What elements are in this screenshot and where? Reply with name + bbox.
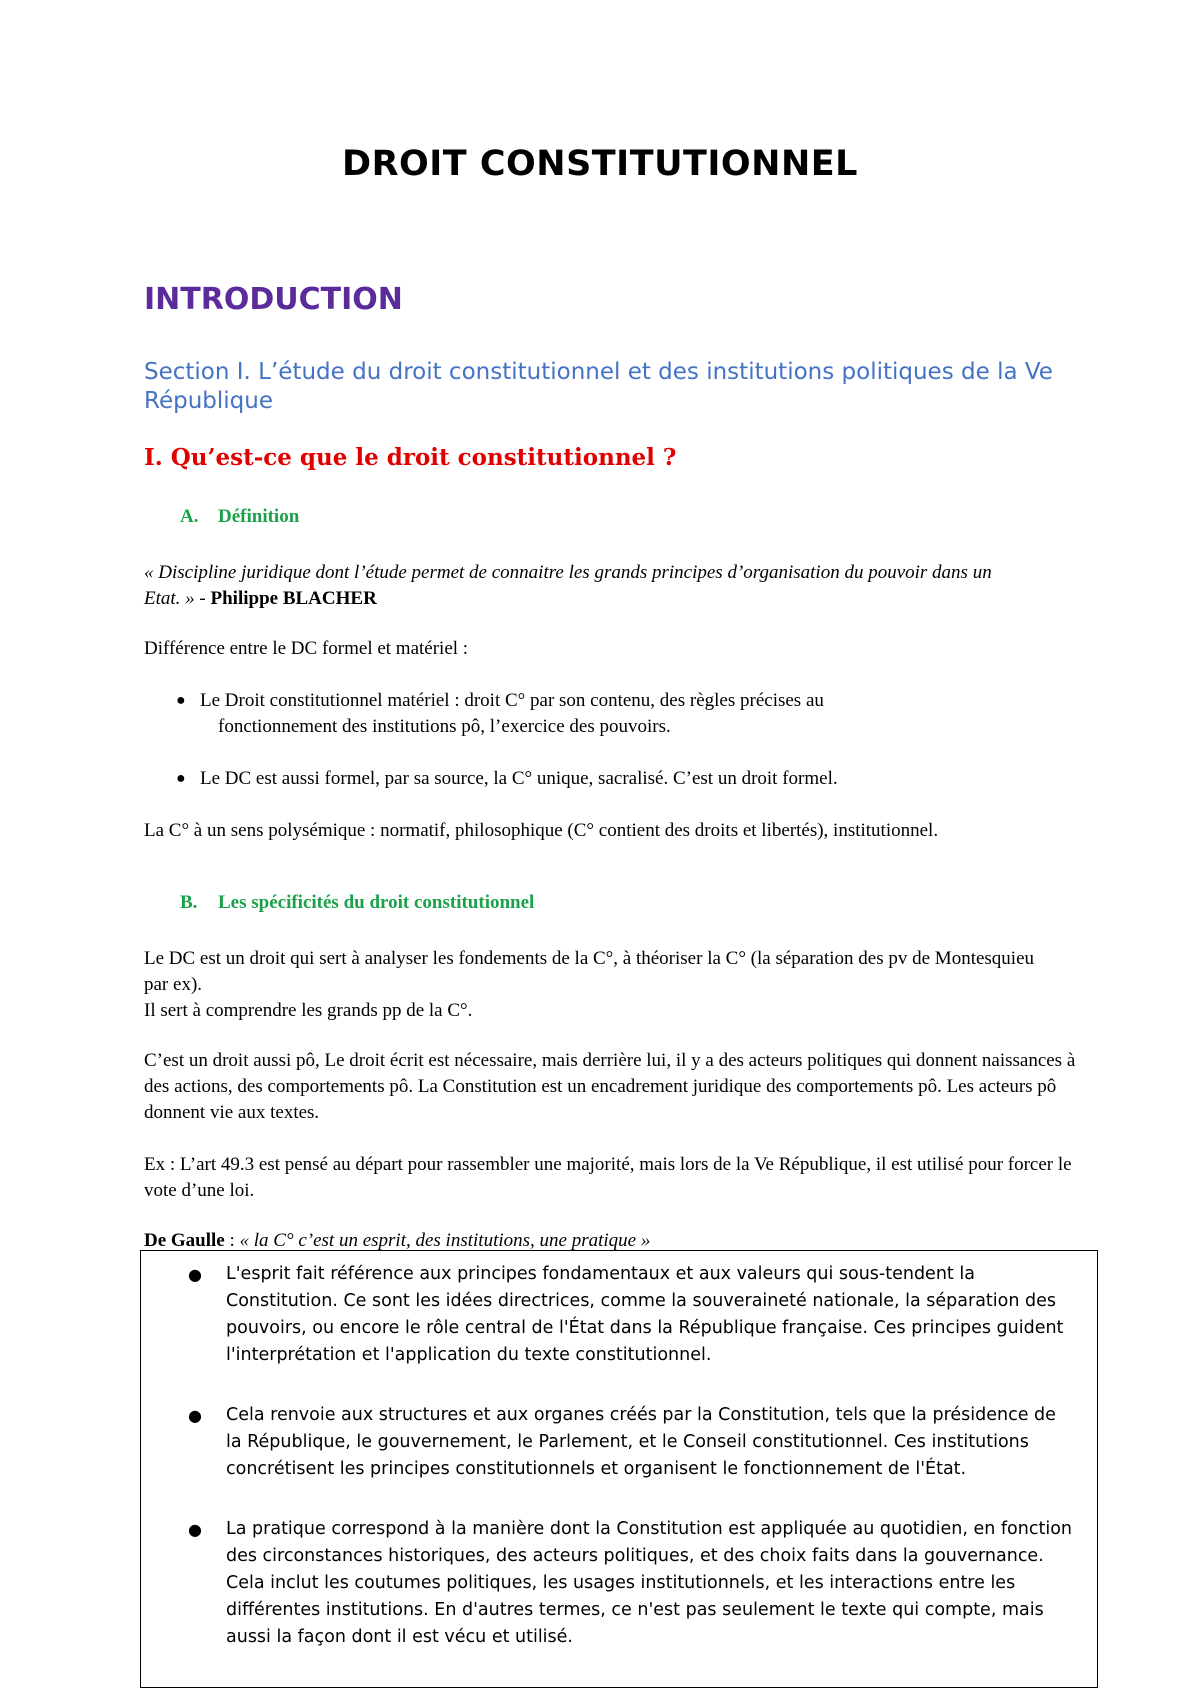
subheading-b-label: Les spécificités du droit constitutionnel [218,892,535,913]
explanation-institutions: Cela renvoie aux structures et aux organes créés par la Constitution, tels que la présidence de la République, le gouvernement, le Parlement, et le Conseil constitutionnel. Ces institutions concrétisent les principes constitutionnels et organisent le fonctionnement de l'État. [226,1405,1056,1479]
example-paragraph: Ex : L’art 49.3 est pensé au départ pour rassembler une majorité, mais lors de la Ve République, il est utilisé pour forcer le vote d’une loi. [144,1154,1072,1201]
specificity-paragraph-1 [144,946,1054,1024]
de-gaulle-name: De Gaulle [144,1230,225,1251]
difference-list-2 [176,766,1036,792]
introduction-heading: INTRODUCTION [144,282,403,317]
bullet-icon: ● [176,770,186,787]
list-item-line1: Le Droit constitutionnel matériel : droit C° par son contenu, des règles précises au [200,690,824,711]
difference-intro: Différence entre le DC formel et matériel : [144,638,469,659]
quote-text: « Discipline juridique dont l’étude permet de connaitre les grands principes d’organisation du pouvoir dans un Etat. » - [144,562,992,609]
bullet-icon: ● [176,692,186,709]
list-item [176,766,1036,792]
part-heading: I. Qu’est-ce que le droit constitutionnel ? [144,444,677,471]
subheading-a-letter: A. [180,506,199,527]
subheading-b [180,892,534,914]
bullet-icon: ● [188,1406,202,1425]
list-item [188,1402,1076,1483]
paragraph-line: Le DC est un droit qui sert à analyser les fondements de la C°, à théoriser la C° (la séparation des pv de Montesquieu par ex). [144,948,1035,995]
bullet-icon: ● [188,1265,202,1284]
list-item [176,688,1036,740]
explanation-box [140,1250,1098,1688]
definition-quote [144,560,1024,612]
paragraph-line: Il sert à comprendre les grands pp de la C°. [144,1000,473,1021]
document-title: DROIT CONSTITUTIONNEL [342,144,858,184]
explanation-pratique: La pratique correspond à la manière dont la Constitution est appliquée au quotidien, en fonction des circonstances historiques, des acteurs politiques, et des choix faits dans la gouvernance. Cela inclut les coutumes politiques, les usages institutionnels, et les interactions entre les différentes institutions. En d'autres termes, ce n'est pas seulement le texte qui compte, mais aussi la façon dont il est vécu et utilisé. [226,1519,1072,1647]
list-item-line2: fonctionnement des institutions pô, l’exercice des pouvoirs. [218,716,671,737]
difference-list [176,688,1036,740]
section-heading: Section I. L’étude du droit constitutionnel et des institutions politiques de la Ve République [144,359,1053,414]
de-gaulle-quote-text: « la C° c’est un esprit, des institutions, une pratique » [239,1230,651,1251]
subheading-a-label: Définition [218,506,300,527]
explanation-list [188,1261,1076,1684]
list-item [188,1261,1076,1369]
de-gaulle-separator: : [224,1230,240,1251]
subheading-b-letter: B. [180,892,198,913]
subheading-a [180,506,299,528]
quote-author: Philippe BLACHER [210,588,377,609]
explanation-esprit: L'esprit fait référence aux principes fondamentaux et aux valeurs qui sous-tendent la Constitution. Ce sont les idées directrices, comme la souveraineté nationale, la séparation des pouvoirs, ou encore le rôle central de l'État dans la République française. Ces principes guident l'interprétation et l'application du texte constitutionnel. [226,1264,1064,1365]
bullet-icon: ● [188,1520,202,1539]
specificity-paragraph-2: C’est un droit aussi pô, Le droit écrit est nécessaire, mais derrière lui, il y a des acteurs politiques qui donnent naissances à des actions, des comportements pô. La Constitution est un encadrement juridique des comportements pô. Les acteurs pô donnent vie aux textes. [144,1050,1076,1123]
polysemy-paragraph: La C° à un sens polysémique : normatif, philosophique (C° contient des droits et libertés), institutionnel. [144,820,939,841]
list-item-line1: Le DC est aussi formel, par sa source, la C° unique, sacralisé. C’est un droit formel. [200,768,838,789]
list-item [188,1516,1076,1651]
